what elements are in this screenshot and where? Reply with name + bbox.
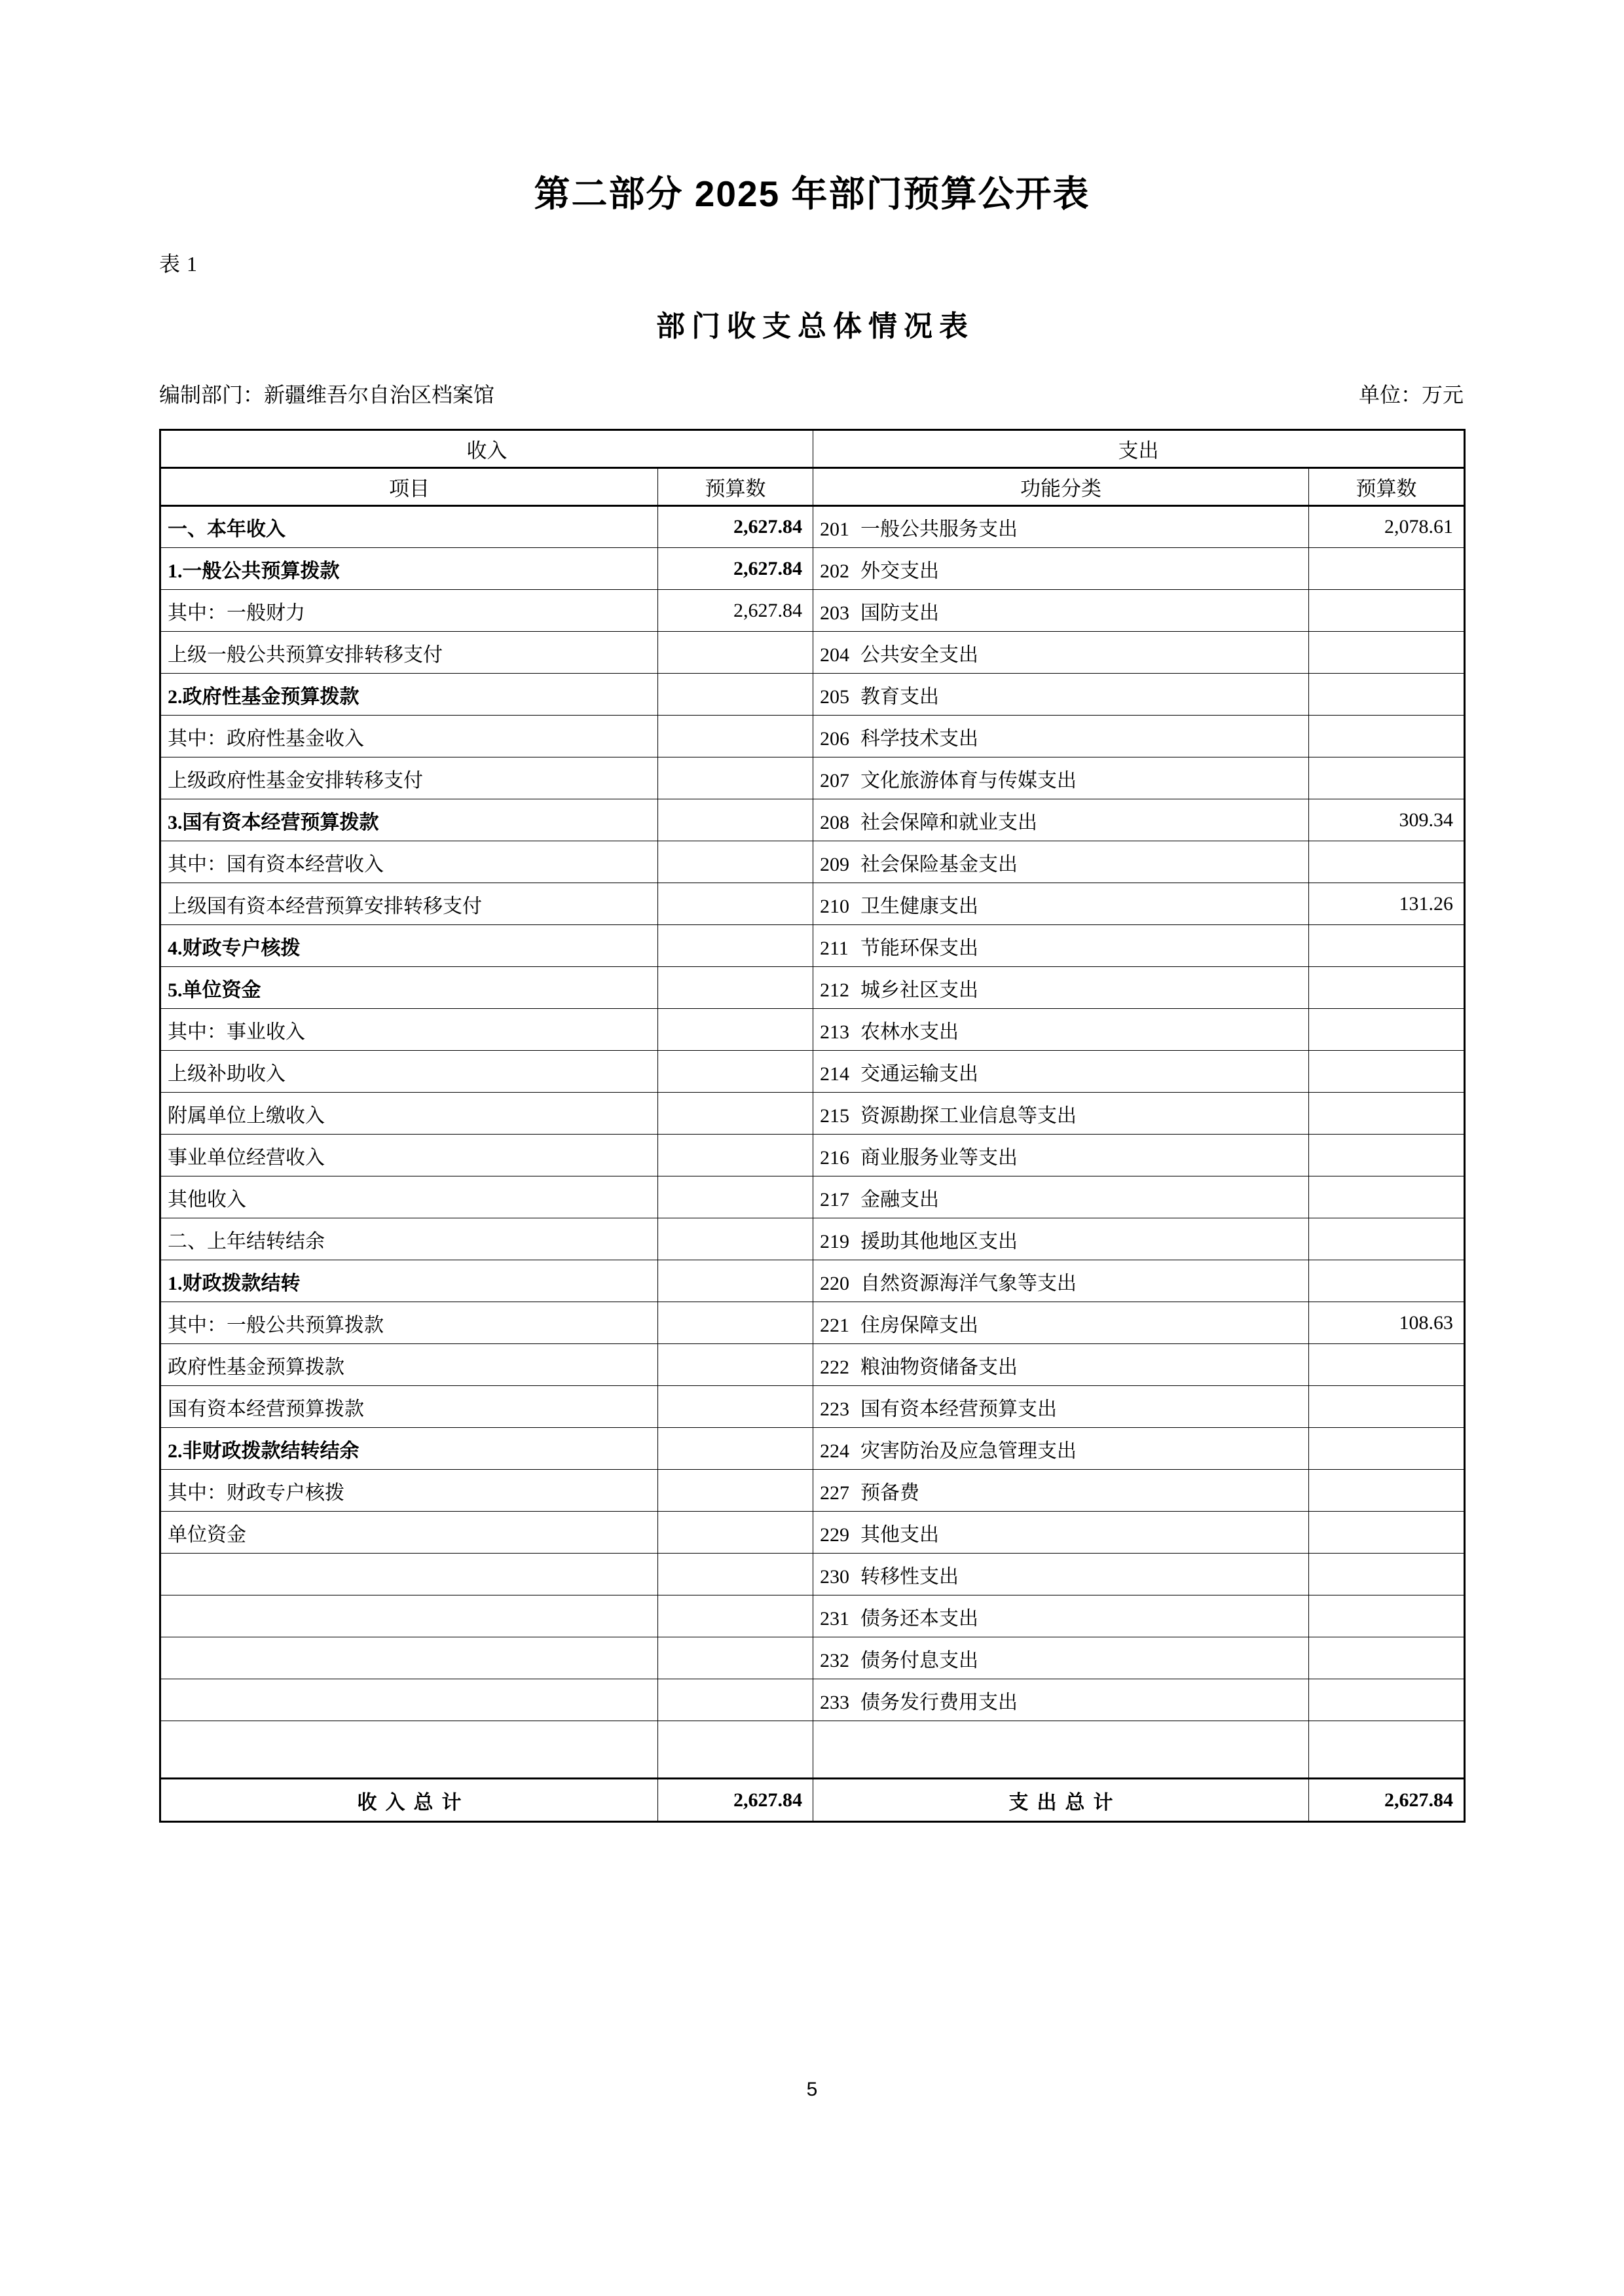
expenditure-label-text: 债务发行费用支出 — [860, 1691, 1018, 1713]
totals-row — [160, 1779, 1465, 1822]
expenditure-code: 217 — [820, 1188, 849, 1211]
expenditure-code: 212 — [820, 979, 849, 1001]
table-row — [160, 1595, 1465, 1637]
income-item-label: 3.国有资本经营预算拨款 — [160, 799, 658, 841]
expenditure-code: 213 — [820, 1021, 849, 1043]
expenditure-function-label — [813, 674, 1309, 716]
expenditure-label-text: 住房保障支出 — [860, 1314, 978, 1336]
header-amount-income: 预算数 — [658, 468, 813, 506]
income-item-label: 其中：国有资本经营收入 — [160, 841, 658, 883]
expenditure-code: 209 — [820, 853, 849, 875]
expenditure-code: 204 — [820, 644, 849, 666]
table-row — [160, 590, 1465, 632]
income-total-value: 2,627.84 — [658, 1779, 813, 1822]
header-amount-expenditure: 预算数 — [1309, 468, 1465, 506]
expenditure-function-label — [813, 548, 1309, 590]
expenditure-label-text: 教育支出 — [860, 685, 939, 708]
expenditure-code: 216 — [820, 1146, 849, 1169]
expenditure-label-text: 援助其他地区支出 — [860, 1230, 1018, 1252]
expenditure-code: 230 — [820, 1565, 849, 1588]
expenditure-function-label — [813, 1176, 1309, 1218]
expenditure-code: 206 — [820, 727, 849, 750]
expenditure-function-label — [813, 841, 1309, 883]
table-row — [160, 967, 1465, 1009]
income-item-label: 二、上年结转结余 — [160, 1218, 658, 1260]
expenditure-function-label — [813, 1554, 1309, 1595]
income-amount-value — [658, 1302, 813, 1344]
income-item-label: 附属单位上缴收入 — [160, 1093, 658, 1135]
expenditure-function-label — [813, 1470, 1309, 1512]
blank-cell — [813, 1721, 1309, 1779]
table-row — [160, 841, 1465, 883]
income-item-label: 事业单位经营收入 — [160, 1135, 658, 1176]
expenditure-amount-value — [1309, 716, 1465, 757]
table-row — [160, 674, 1465, 716]
table-row — [160, 1428, 1465, 1470]
expenditure-amount-value — [1309, 1679, 1465, 1721]
table-row — [160, 1009, 1465, 1051]
income-item-label: 政府性基金预算拨款 — [160, 1344, 658, 1386]
table-number-label: 表 1 — [159, 252, 198, 276]
expenditure-label-text: 其他支出 — [860, 1523, 939, 1546]
table-row-blank — [160, 1721, 1465, 1779]
table-meta-row — [159, 378, 1464, 409]
table-body — [160, 506, 1465, 1822]
income-amount-value — [658, 1512, 813, 1554]
income-amount-value — [658, 1176, 813, 1218]
expenditure-amount-value — [1309, 1260, 1465, 1302]
table-row — [160, 1260, 1465, 1302]
expenditure-amount-value — [1309, 967, 1465, 1009]
expenditure-label-text: 文化旅游体育与传媒支出 — [860, 769, 1077, 792]
budget-table-wrapper — [159, 429, 1464, 1823]
expenditure-amount-value — [1309, 1051, 1465, 1093]
income-amount-value — [658, 883, 813, 925]
expenditure-code: 232 — [820, 1649, 849, 1671]
expenditure-label-text: 金融支出 — [860, 1188, 939, 1211]
expenditure-label-text: 社会保险基金支出 — [860, 853, 1018, 875]
income-item-label: 其中：一般财力 — [160, 590, 658, 632]
expenditure-amount-value — [1309, 1512, 1465, 1554]
income-amount-value — [658, 757, 813, 799]
income-item-label: 2.政府性基金预算拨款 — [160, 674, 658, 716]
income-amount-value — [658, 841, 813, 883]
table-row — [160, 883, 1465, 925]
expenditure-function-label — [813, 1679, 1309, 1721]
expenditure-amount-value — [1309, 1344, 1465, 1386]
income-item-label: 上级一般公共预算安排转移支付 — [160, 632, 658, 674]
income-amount-value — [658, 1218, 813, 1260]
expenditure-code: 227 — [820, 1482, 849, 1504]
expenditure-code: 231 — [820, 1607, 849, 1630]
expenditure-amount-value — [1309, 1595, 1465, 1637]
expenditure-amount-value: 2,078.61 — [1309, 506, 1465, 548]
expenditure-label-text: 国防支出 — [860, 602, 939, 624]
table-row — [160, 716, 1465, 757]
income-total-label: 收入总计 — [160, 1779, 658, 1822]
expenditure-amount-value — [1309, 841, 1465, 883]
document-title: 第二部分 2025 年部门预算公开表 — [534, 173, 1090, 214]
income-item-label: 国有资本经营预算拨款 — [160, 1386, 658, 1428]
income-item-label: 5.单位资金 — [160, 967, 658, 1009]
blank-cell — [1309, 1721, 1465, 1779]
income-amount-value — [658, 1135, 813, 1176]
expenditure-function-label — [813, 925, 1309, 967]
income-amount-value: 2,627.84 — [658, 506, 813, 548]
income-item-label: 其中：一般公共预算拨款 — [160, 1302, 658, 1344]
income-item-label: 其中：政府性基金收入 — [160, 716, 658, 757]
expenditure-amount-value — [1309, 757, 1465, 799]
expenditure-amount-value — [1309, 1218, 1465, 1260]
expenditure-label-text: 资源勘探工业信息等支出 — [860, 1104, 1077, 1127]
table-row — [160, 799, 1465, 841]
expenditure-code: 214 — [820, 1063, 849, 1085]
expenditure-label-text: 公共安全支出 — [860, 644, 978, 666]
expenditure-label-text: 债务还本支出 — [860, 1607, 978, 1630]
unit-label: 单位：万元 — [1358, 383, 1464, 407]
expenditure-label-text: 卫生健康支出 — [860, 895, 978, 917]
table-row — [160, 1302, 1465, 1344]
sheet-title: 部门收支总体情况表 — [656, 310, 974, 342]
income-item-label: 1.一般公共预算拨款 — [160, 548, 658, 590]
expenditure-label-text: 交通运输支出 — [860, 1063, 978, 1085]
header-expenditure-group: 支出 — [813, 430, 1465, 468]
income-amount-value — [658, 1554, 813, 1595]
expenditure-label-text: 一般公共服务支出 — [860, 519, 1018, 540]
page-number: 5 — [806, 2079, 818, 2100]
expenditure-label-text: 灾害防治及应急管理支出 — [860, 1440, 1077, 1462]
expenditure-label-text: 粮油物资储备支出 — [860, 1356, 1018, 1378]
income-item-label: 其中：财政专户核拨 — [160, 1470, 658, 1512]
table-row — [160, 1679, 1465, 1721]
expenditure-amount-value — [1309, 674, 1465, 716]
income-amount-value — [658, 799, 813, 841]
expenditure-function-label — [813, 1637, 1309, 1679]
expenditure-code: 233 — [820, 1691, 849, 1713]
income-amount-value — [658, 1595, 813, 1637]
blank-cell — [658, 1721, 813, 1779]
income-item-label: 2.非财政拨款结转结余 — [160, 1428, 658, 1470]
expenditure-code: 203 — [820, 602, 849, 624]
expenditure-amount-value — [1309, 925, 1465, 967]
expenditure-amount-value: 131.26 — [1309, 883, 1465, 925]
expenditure-label-text: 农林水支出 — [860, 1021, 959, 1043]
income-amount-value — [658, 967, 813, 1009]
expenditure-code: 201 — [820, 519, 849, 540]
income-amount-value — [658, 674, 813, 716]
table-row — [160, 757, 1465, 799]
expenditure-function-label — [813, 757, 1309, 799]
income-amount-value — [658, 1009, 813, 1051]
expenditure-total-value: 2,627.84 — [1309, 1779, 1465, 1822]
expenditure-amount-value — [1309, 1386, 1465, 1428]
expenditure-label-text: 转移性支出 — [860, 1565, 959, 1588]
income-amount-value — [658, 1051, 813, 1093]
income-amount-value — [658, 1386, 813, 1428]
income-item-label: 单位资金 — [160, 1512, 658, 1554]
table-row — [160, 1135, 1465, 1176]
expenditure-label-text: 社会保障和就业支出 — [860, 811, 1037, 833]
expenditure-label-text: 国有资本经营预算支出 — [860, 1398, 1057, 1420]
expenditure-amount-value: 108.63 — [1309, 1302, 1465, 1344]
department-label: 编制部门：新疆维吾尔自治区档案馆 — [159, 383, 495, 407]
expenditure-amount-value — [1309, 1093, 1465, 1135]
expenditure-function-label — [813, 1093, 1309, 1135]
income-amount-value: 2,627.84 — [658, 548, 813, 590]
expenditure-function-label — [813, 1595, 1309, 1637]
expenditure-code: 229 — [820, 1523, 849, 1546]
expenditure-code: 224 — [820, 1440, 849, 1462]
income-amount-value — [658, 716, 813, 757]
income-item-label — [160, 1554, 658, 1595]
income-amount-value — [658, 1637, 813, 1679]
expenditure-amount-value — [1309, 1135, 1465, 1176]
income-item-label — [160, 1637, 658, 1679]
income-item-label: 上级政府性基金安排转移支付 — [160, 757, 658, 799]
expenditure-code: 205 — [820, 685, 849, 708]
expenditure-function-label — [813, 799, 1309, 841]
blank-cell — [160, 1721, 658, 1779]
table-row — [160, 506, 1465, 548]
expenditure-code: 202 — [820, 560, 849, 582]
table-row — [160, 548, 1465, 590]
expenditure-function-label — [813, 716, 1309, 757]
expenditure-code: 208 — [820, 811, 849, 833]
expenditure-code: 221 — [820, 1314, 849, 1336]
income-item-label: 上级国有资本经营预算安排转移支付 — [160, 883, 658, 925]
expenditure-function-label — [813, 1302, 1309, 1344]
header-function: 功能分类 — [813, 468, 1309, 506]
income-amount-value — [658, 925, 813, 967]
income-amount-value: 2,627.84 — [658, 590, 813, 632]
expenditure-function-label — [813, 1009, 1309, 1051]
income-item-label — [160, 1679, 658, 1721]
expenditure-function-label — [813, 1512, 1309, 1554]
expenditure-amount-value — [1309, 1637, 1465, 1679]
income-item-label: 一、本年收入 — [160, 506, 658, 548]
expenditure-function-label — [813, 1260, 1309, 1302]
expenditure-function-label — [813, 1386, 1309, 1428]
expenditure-amount-value — [1309, 590, 1465, 632]
income-item-label: 其他收入 — [160, 1176, 658, 1218]
expenditure-code: 210 — [820, 895, 849, 917]
expenditure-amount-value — [1309, 1470, 1465, 1512]
header-item: 项目 — [160, 468, 658, 506]
income-item-label: 1.财政拨款结转 — [160, 1260, 658, 1302]
income-amount-value — [658, 1679, 813, 1721]
table-row — [160, 1512, 1465, 1554]
expenditure-function-label — [813, 1218, 1309, 1260]
expenditure-amount-value — [1309, 1428, 1465, 1470]
expenditure-amount-value — [1309, 548, 1465, 590]
expenditure-label-text: 自然资源海洋气象等支出 — [860, 1272, 1077, 1294]
expenditure-label-text: 商业服务业等支出 — [860, 1146, 1018, 1169]
table-row — [160, 1176, 1465, 1218]
table-row — [160, 632, 1465, 674]
income-amount-value — [658, 1470, 813, 1512]
expenditure-function-label — [813, 590, 1309, 632]
expenditure-amount-value — [1309, 1176, 1465, 1218]
header-group-row — [160, 430, 1465, 468]
income-item-label: 其中：事业收入 — [160, 1009, 658, 1051]
expenditure-code: 222 — [820, 1356, 849, 1378]
expenditure-code: 215 — [820, 1104, 849, 1127]
income-item-label: 上级补助收入 — [160, 1051, 658, 1093]
table-row — [160, 1218, 1465, 1260]
income-item-label — [160, 1595, 658, 1637]
expenditure-label-text: 节能环保支出 — [860, 937, 978, 959]
expenditure-code: 207 — [820, 769, 849, 792]
income-amount-value — [658, 1093, 813, 1135]
table-row — [160, 925, 1465, 967]
expenditure-function-label — [813, 1428, 1309, 1470]
expenditure-code: 223 — [820, 1398, 849, 1420]
table-row — [160, 1093, 1465, 1135]
expenditure-code: 211 — [820, 937, 849, 959]
table-row — [160, 1051, 1465, 1093]
income-item-label: 4.财政专户核拨 — [160, 925, 658, 967]
table-row — [160, 1554, 1465, 1595]
expenditure-label-text: 债务付息支出 — [860, 1649, 978, 1671]
income-amount-value — [658, 1428, 813, 1470]
expenditure-amount-value — [1309, 1009, 1465, 1051]
expenditure-total-label: 支出总计 — [813, 1779, 1309, 1822]
expenditure-label-text: 城乡社区支出 — [860, 979, 978, 1001]
expenditure-amount-value — [1309, 1554, 1465, 1595]
income-amount-value — [658, 632, 813, 674]
expenditure-code: 220 — [820, 1272, 849, 1294]
expenditure-function-label — [813, 1051, 1309, 1093]
expenditure-code: 219 — [820, 1230, 849, 1252]
expenditure-function-label — [813, 967, 1309, 1009]
expenditure-amount-value: 309.34 — [1309, 799, 1465, 841]
expenditure-amount-value — [1309, 632, 1465, 674]
budget-table — [159, 429, 1466, 1823]
expenditure-label-text: 预备费 — [860, 1482, 919, 1504]
header-column-row — [160, 468, 1465, 506]
table-row — [160, 1637, 1465, 1679]
expenditure-label-text: 外交支出 — [860, 560, 939, 582]
expenditure-function-label — [813, 1344, 1309, 1386]
table-row — [160, 1386, 1465, 1428]
table-row — [160, 1470, 1465, 1512]
header-income-group: 收入 — [160, 430, 813, 468]
table-row — [160, 1344, 1465, 1386]
expenditure-function-label — [813, 632, 1309, 674]
income-amount-value — [658, 1260, 813, 1302]
expenditure-function-label — [813, 506, 1309, 548]
expenditure-function-label — [813, 1135, 1309, 1176]
table-head — [160, 430, 1465, 506]
expenditure-label-text: 科学技术支出 — [860, 727, 978, 750]
expenditure-function-label — [813, 883, 1309, 925]
income-amount-value — [658, 1344, 813, 1386]
